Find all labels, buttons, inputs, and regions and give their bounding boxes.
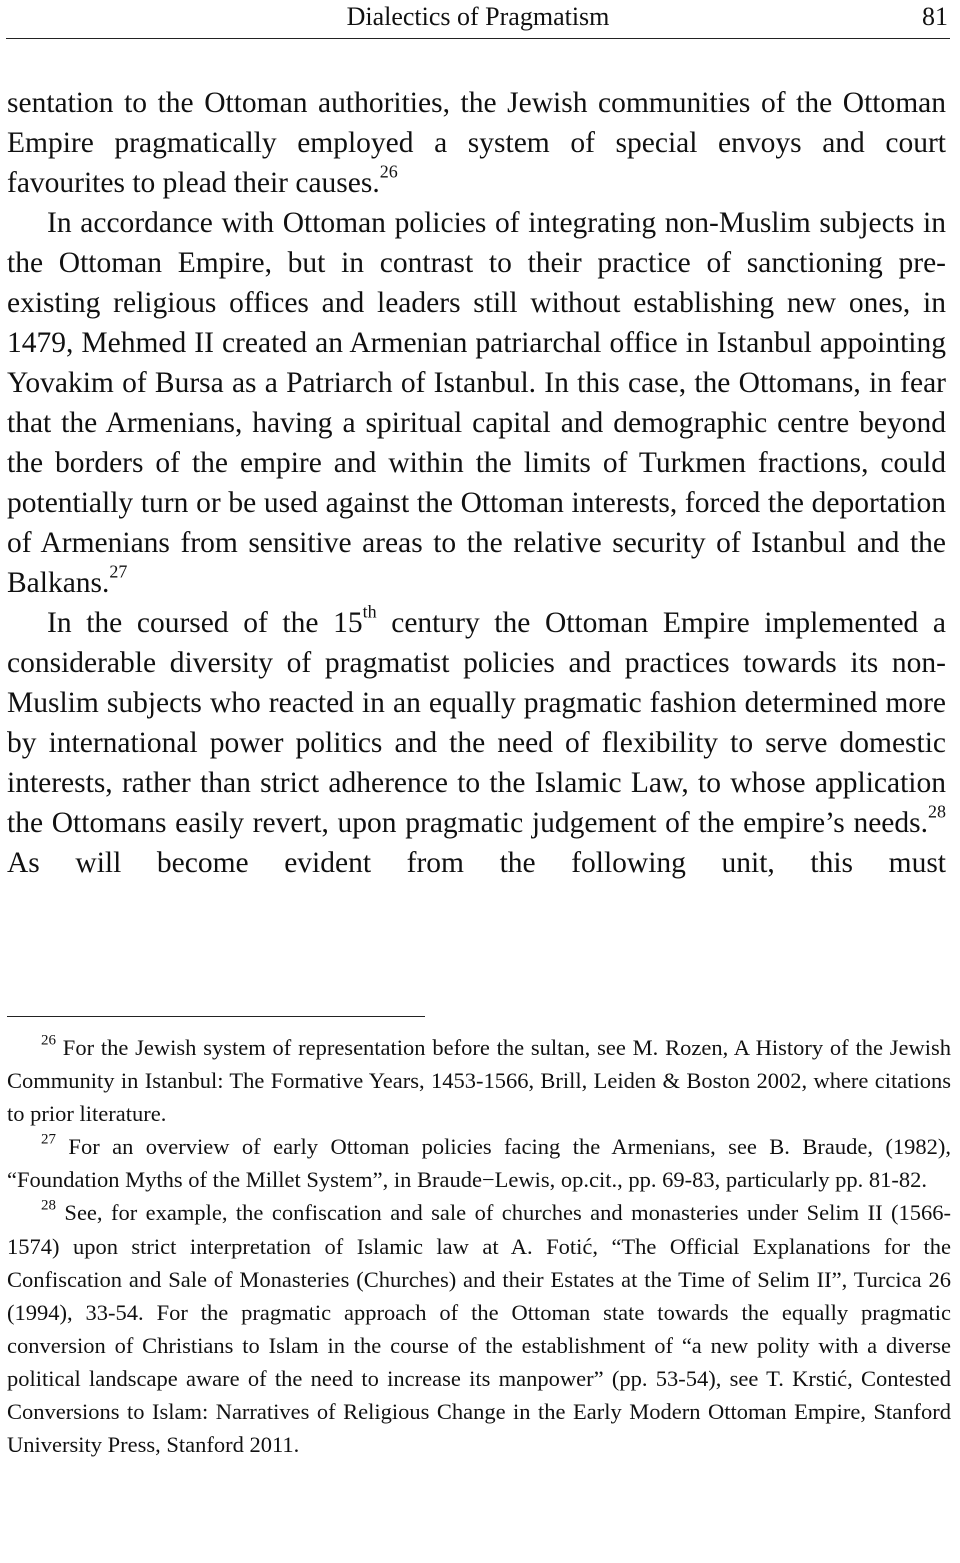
running-title: Dialectics of Pragmatism <box>346 2 610 31</box>
page-number: 81 <box>922 2 948 31</box>
paragraph-3-text-b: century the Ottoman Empire implemented a considerable diversity of pragmatist policies and practices towards its non-Muslim subjects who reacted in an equally pragmatic fashion determined more by international power politics and the need of flexibility to serve domestic interests, rather than strict adherence to the Islamic Law, to whose application the Ottomans easily revert, upon pragmatic judgement of the empire’s needs. <box>7 607 947 839</box>
paragraph-3 <box>7 603 946 883</box>
footnote-27-number: 27 <box>41 1131 56 1148</box>
footnote-26-number: 26 <box>41 1032 56 1049</box>
footnote-26-text: For the Jewish system of representation before the sultan, see M. Rozen, A History of the Jewish Community in Istanbul: The Formative Years, 1453-1566, Brill, Leiden & Boston 2002, where citations to prior literature. <box>7 1035 951 1127</box>
footnote-27 <box>7 1130 951 1196</box>
footnote-ref-26: 26 <box>379 161 398 182</box>
footnote-28-text: See, for example, the confiscation and sale of churches and monasteries under Selim II (1566-1574) upon strict interpretation of Islamic law at A. Fotić, “The Official Explanations for the Confiscation and Sale of Monasteries (Churches) and their Estates at the Time of Selim II”, Turcica 26 (1994), 33-54. For the pragmatic approach of the Ottoman state towards the equally pragmatic conversion of Christians to Islam in the course of the establishment of “a new polity with a diverse political landscape aware of the need to increase its manpower” (pp. 53-54), see T. Krstić, Contested Conversions to Islam: Narratives of Religious Change in the Early Modern Ottoman Empire, Stanford University Press, Stanford 2011. <box>7 1200 951 1458</box>
footnote-ref-27: 27 <box>109 561 128 582</box>
footnote-28-number: 28 <box>41 1197 56 1214</box>
footnotes <box>7 1031 951 1461</box>
footnote-27-text: For an overview of early Ottoman policies facing the Armenians, see B. Braude, (1982), “Foundation Myths of the Millet System”, in Braude−Lewis, op.cit., pp. 69-83, particularly pp. 81-82. <box>7 1134 951 1193</box>
paragraph-1 <box>7 83 946 203</box>
paragraph-1-text: sentation to the Ottoman authorities, the Jewish communities of the Ottoman Empire pragmatically employed a system of special envoys and court favourites to plead their causes. <box>7 87 946 199</box>
main-text <box>7 83 946 883</box>
page-header <box>6 0 950 39</box>
footnote-28 <box>7 1196 951 1461</box>
footnote-ref-28: 28 <box>928 801 946 822</box>
superscript-th: th <box>362 601 377 622</box>
paragraph-3-text-c: As will become evident from the following unit, this must <box>7 847 946 879</box>
paragraph-2-text: In accordance with Ottoman policies of integrating non-Muslim subjects in the Ottoman Empire, but in contrast to their practice of sanctioning pre-existing religious offices and leaders still without establishing new ones, in 1479, Mehmed II created an Armenian patriarchal office in Istanbul appointing Yovakim of Bursa as a Patriarch of Istanbul. In this case, the Ottomans, in fear that the Armenians, having a spiritual capital and demographic centre beyond the borders of the empire and within the limits of Turkmen fractions, could potentially turn or be used against the Ottoman interests, forced the deportation of Armenians from sensitive areas to the relative security of Istanbul and the Balkans. <box>7 207 946 599</box>
footnote-separator <box>7 1016 425 1017</box>
paragraph-2 <box>7 203 946 603</box>
paragraph-3-text-a: In the coursed of the 15 <box>47 607 363 639</box>
footnote-26 <box>7 1031 951 1130</box>
